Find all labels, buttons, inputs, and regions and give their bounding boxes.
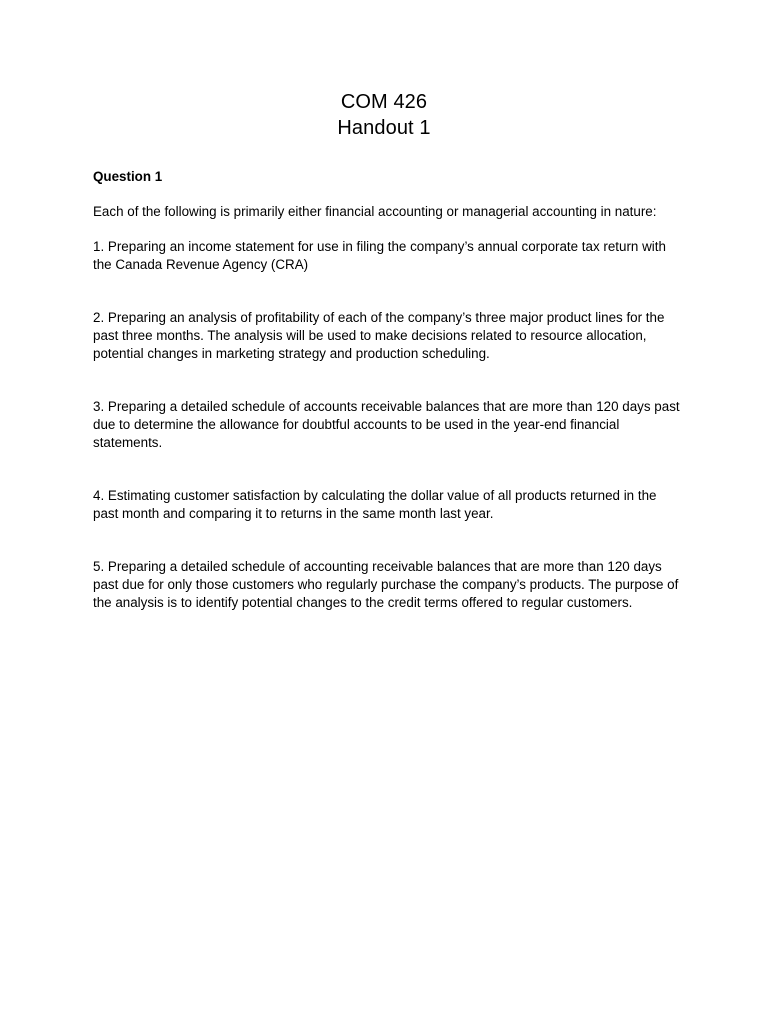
list-item-text: Estimating customer satisfaction by calculating the dollar value of all products returned in the past month and comparing it to returns in the same month last year. (93, 488, 657, 521)
title-block (0, 89, 768, 141)
list-item-number: 5. (93, 559, 105, 574)
list-item (93, 558, 683, 612)
list-item-text: Preparing a detailed schedule of accounts receivable balances that are more than 120 days past due to determine the allowance for doubtful accounts to be used in the year-end financial statements. (93, 399, 680, 450)
list-item (93, 238, 683, 274)
list-item (93, 309, 683, 363)
list-item-text: Preparing a detailed schedule of accounting receivable balances that are more than 120 days past due for only those customers who regularly purchase the company’s products. The purpose of the analysis is to identify potential changes to the credit terms offered to regular customers. (93, 559, 679, 610)
list-item-number: 3. (93, 399, 105, 414)
list-item-text: Preparing an income statement for use in filing the company’s annual corporate tax return with the Canada Revenue Agency (CRA) (93, 239, 666, 272)
handout-title: Handout 1 (337, 117, 431, 139)
document-body (93, 168, 683, 612)
list-item-number: 2. (93, 310, 105, 325)
list-item-text: Preparing an analysis of profitability of each of the company’s three major product lines for the past three months. The analysis will be used to make decisions related to resource allocation, potential changes in marketing strategy and production scheduling. (93, 310, 665, 361)
course-code: COM 426 (340, 91, 428, 113)
question-heading: Question 1 (93, 169, 163, 184)
question-intro: Each of the following is primarily either financial accounting or managerial accounting in nature: (93, 204, 657, 219)
list-item (93, 398, 683, 452)
list-item (93, 487, 683, 523)
list-item-number: 1. (93, 239, 105, 254)
list-item-number: 4. (93, 488, 105, 503)
